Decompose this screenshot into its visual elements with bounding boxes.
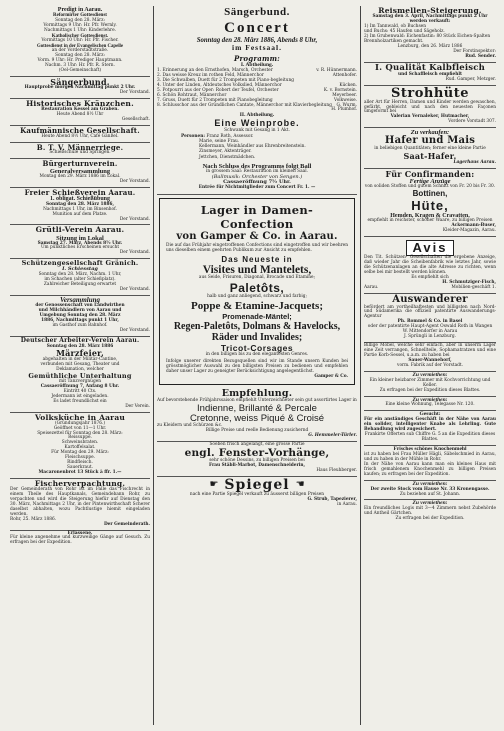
avis-title: Avis (406, 240, 455, 256)
vorhaenge-subtitle: sehr schöne Dessins, zu billigen Preisen bei (209, 458, 305, 464)
schuetzen-subtitle: I. Schiesstag (62, 266, 98, 273)
reiswellen-line-4: Brennholzartiken gemacht. (364, 38, 424, 44)
strohhuete-ad (364, 86, 496, 129)
empfehlung-footer-1: zu Kleidern und Schürzen &c. (157, 423, 223, 429)
erlassene-title: Erlassene. (67, 530, 93, 536)
kath-line: Vormittags 10 Uhr: Hr. Pfr. Fischer. (41, 38, 119, 44)
vermiethen-3-title: Zu vermiethen: (412, 480, 448, 487)
hafer-signature: Lagerhaus Aarau. (453, 159, 496, 165)
unterhaltung-line-5: Es ladet freundlichst ein (53, 398, 107, 404)
raeder-heading: Räder und Invalides; (211, 331, 303, 343)
program-item-title: Gruss, Duett für 2 Trompeten mit Pianobegleitung (162, 97, 273, 103)
unterhaltung-line-4: Jedermann ist eingeladen. (51, 393, 109, 399)
program-item-number: 8. (157, 102, 162, 108)
schuetzen-line-3: Zahlreicher Beteiligung erwartet (43, 282, 117, 287)
evang-line-1: Sonntag den 28. März: (55, 53, 105, 59)
auswanderer-signature-2: W. Mittendorfer in Aarau (402, 329, 458, 335)
schuetzen-signature: Der Vorstand. (119, 286, 150, 292)
personen-list (157, 134, 357, 160)
historisches-subtitle: Restauration Kessel am Graben. (41, 107, 119, 113)
maerzfeier-title: Märzfeier, (56, 348, 104, 359)
historisches-signature: Gesellschaft. (121, 117, 150, 123)
vermiethen-3-text: Der zweite Stock vom Hause Nr. 33 Kronengasse. (370, 486, 490, 492)
unterhaltung-line-2: Cassaeröffnung 7, Anfang 8 Uhr. (40, 383, 120, 389)
schuetzen-line-2: im Schachen (alter Schießplatz). (44, 277, 116, 283)
schuetzen-line-1: Sonntag den 28. März, Nachm. 1 Uhr, (38, 272, 122, 278)
arbeiterverein-title: Deutscher Arbeiter-Verein Aarau. (20, 337, 140, 345)
versammlung-signature: Der Vorstand. (119, 328, 150, 334)
weinprobe-title: Eine Weinprobe. (214, 118, 300, 129)
tricot-subtitle: in den billigen bis zu den elegantesten Genres. (205, 351, 309, 357)
gesucht-ad (364, 411, 496, 446)
vermiethen-2-ad (364, 397, 496, 412)
strohhuete-text: aller Art für Herren, Damen und Kinder werden gewaschen, gefärbt, gebleicht und nach den neuesten Façonen umgeformt bei (364, 99, 496, 115)
kalbfleisch-subtitle: und Schaffleisch empfiehlt (397, 71, 463, 77)
personen-item-5: Jettchen, Dienstmädchen. (199, 154, 256, 160)
kalbfleisch-ad (364, 63, 496, 86)
versammlung-line-2: und Milchhändlern von Aarau und (38, 308, 122, 314)
program-item-composer: K. v. Bornstein. (323, 87, 357, 93)
nach-schluss-subtitle: in grossem Saal: Restauration im kleinen Saal. (206, 168, 308, 174)
saengerbund-subtitle: Hauptprobe morgen Nachmittag punkt 2 Uhr. (24, 85, 136, 91)
hand-pointer-left-icon: ☚ (295, 479, 305, 491)
cassa: Cassaeröffnung 7½ Uhr. (223, 179, 291, 186)
kaufmaennisch-subtitle: Heute Abend 8½ Uhr, Café Gänßel. (41, 133, 119, 139)
reiswellen-title: Reismellen-Steigerung. (378, 6, 482, 15)
evang-line-2: Vorm. 9 Uhr: Hr. Prediger Hauptmann. (37, 58, 123, 64)
bottinen-heading: Bottinen, (412, 189, 448, 199)
gruetli-line-2: Um pünktliches Erscheinen ersucht (40, 245, 120, 251)
confection-subtitle: von Gamper & Co. in Aarau. (176, 231, 338, 243)
kaufmaennisch-title: Kaufmännische Gesellschaft. (20, 126, 140, 136)
predigt-title: Predigt in Aarau. (57, 7, 103, 13)
schiessverein-subtitle: 1. obligat. Schießübung (49, 196, 111, 203)
auswanderer-title: Auswanderer (392, 293, 468, 305)
strohhuete-signature: Valerian Vernaleker, Hutmacher, (390, 114, 470, 120)
volkskueche-line-4: Reissuppe. (68, 435, 92, 441)
evang-line-3: Nachm. 3 Uhr: Hr. Pfr. R. Stern. (45, 62, 115, 68)
program-item-number: 3. (157, 77, 162, 83)
reiswellen-place: Lenzburg, den 26. März 1886 (397, 43, 463, 49)
hafer-title: Hafer und Mais (384, 135, 476, 147)
knochenmehl-title: Frisches schönes Knochenmehl (393, 446, 467, 453)
program-item-composer: v. R. Hünnermann. (316, 67, 357, 73)
personen-item-1: Franz Roth, Assessor. (206, 134, 254, 139)
jacquets-heading: Poppe & Etamine-Jacquets; (191, 299, 323, 312)
confirmanden-ad (364, 169, 496, 238)
ballmusik: (Ballmusik: Orchester von Sengen.) (211, 173, 303, 180)
personen-item-2: Marie, seine Frau. (199, 139, 240, 145)
moebel-ad (364, 343, 496, 372)
auswanderer-signature-3: J. Sprüngli in Lenzburg. (404, 334, 456, 340)
auswanderer-ad (364, 294, 496, 343)
reiswellen-line-2: und Buchs: 45 Haufen und Sägeholz. (364, 28, 445, 34)
hemden-text: empfiehlt in reichster, schöner Waare, zu billigen Preisen (367, 218, 493, 224)
spiegel-header (157, 478, 357, 493)
hafer-ad (364, 128, 496, 168)
paletots-heading: Paletôts, (229, 280, 285, 295)
arbeiterverein-line: Sonntag den 28. März 1886 (46, 343, 114, 349)
vorhaenge-ad (157, 442, 357, 477)
vermiethen-3-footer: Zu beziehen auf St. Johann. (399, 491, 461, 497)
concert-ad (157, 6, 357, 195)
right-column (364, 6, 496, 725)
concert-header: Sängerbund. (224, 6, 290, 18)
strohhuete-address: Vordere Vorstadt 307. (448, 119, 496, 125)
weinprobe-subtitle: Schwank mit Gesang in 1 Akt. (224, 128, 290, 134)
ackermann-signature: Ackermann-Buser, (451, 223, 496, 229)
auswanderer-text: befördert am vortheilhaftesten und billigsten nach Nord- und Südamerika die offiziell patentirte Auswanderungs-Agentur (364, 304, 496, 320)
maerzfeier-line-3: Deklamation, welcher (56, 366, 104, 372)
empfehlung-title: Empfehlung. (221, 387, 293, 399)
cretonne-line: Cretonne, weiss Piqué & Croisé (189, 413, 325, 425)
abtheilung-1: I. Abtheilung. (240, 62, 274, 69)
fischerverpachtung-notice (10, 479, 150, 531)
gruetli-subtitle: Sitzung im Lokal (56, 234, 104, 242)
vermiethen-1-footer: Zu erfragen bei der Expedition dieses Blattes. (379, 387, 481, 393)
volkskueche-line-2: Geöffnet von 11—1 Uhr. (53, 425, 107, 431)
vorhaenge-pre: Soeben frisch angelangt, eine grosse Partie (209, 442, 305, 448)
program-item-composer: Attenhofer. (332, 72, 357, 78)
vermiethen-1-ad (364, 372, 496, 397)
erlassene-notice (10, 531, 150, 549)
kaufmaennisch-notice (10, 126, 150, 142)
gruetli-line-1: Samstag 27. März, Abends 8½ Uhr. (37, 240, 123, 246)
spiegel-signature: G. Strub, Tapezierer, (307, 497, 357, 503)
reiswellen-signature-2: Rud. Sender. (465, 53, 496, 59)
hafer-text: in beliebigen Quantitäten; ferner eine kleine Partie (374, 146, 486, 152)
indienne-line: Indienne, Brillanté & Percale (197, 402, 317, 414)
vermiethen-2-text: Eine kleine Wohnung, Telegasse Nr. 120. (385, 402, 475, 408)
evang-line-4: (Oel-Gemeinschaft) (58, 67, 102, 73)
tricot-heading: Tricot-Corsages (220, 342, 294, 353)
versammlung-line-3: Umgebung Sonntag den 28. März (39, 313, 121, 319)
evang-title: Gottesdienst in der Evangelischen Capelle (37, 44, 123, 49)
buergerturnverein-notice (10, 159, 150, 187)
predigt-line-1: Sonntag den 28. März: (55, 17, 105, 23)
avis-signature-2: H. Schmutziger-Fisch, (442, 279, 496, 285)
avis-address-row (364, 286, 496, 291)
schuetzen-notice (10, 259, 150, 296)
visites-heading: Visites und Mantelets, (202, 264, 312, 277)
confection-footer: Infolge unserer direkten Bezugsquellen sind wir im Stande unsern Kunden bei grösstmöglicher Auswahl zu den billigsten Preisen zu bedienen und empfehlen daher unser Lager zu geneigter Berücksichtigung angelegentlichst. (166, 358, 348, 374)
unterhaltung-signature: Der Verein. (125, 403, 150, 409)
program-item (157, 104, 357, 109)
maerzfeier-line-2: verbunden mit Gesang, Theater und (40, 362, 120, 368)
versammlung-line-5: im Gasthof zum Bahnhof. (52, 323, 108, 329)
schiessverein-line-1: Sonntag den 28. März 1886, (45, 201, 114, 207)
neueste-heading: Das Neueste in (221, 255, 293, 265)
saengerbund-signature: Der Vorstand. (119, 90, 150, 96)
program-last-composer: H. Plumhof. (331, 107, 357, 113)
gruetli-notice (10, 225, 150, 259)
predigt-notice (10, 6, 150, 77)
volkskueche-line-7: Für Montag den 29. März: (51, 450, 109, 456)
avis-address-2: Mobilien-geschäft 1. (451, 284, 496, 290)
spiegel-city: in Aarau. (337, 502, 357, 508)
historisches-title: Historisches Kränzchen. (26, 99, 134, 109)
avis-ad (364, 237, 496, 294)
program-item-title: Das weisse Kreuz im rothen Feld, Männerchor (162, 72, 264, 78)
kath-title: Katholischer Gottesdienst. (51, 33, 109, 39)
btv-subtitle: Schießschule und Springen. (49, 150, 111, 156)
program-item-number: 4. (157, 82, 162, 88)
confirmanden-title: Für Confirmanden: (385, 168, 475, 179)
reiswellen-text: Samstag den 3. April, Nachmittags punkt 2 Uhr werden verkauft: (372, 14, 488, 25)
program-item-composer: Volkweise. (334, 97, 357, 103)
volkskueche-notice (10, 413, 150, 479)
spiegel-title: Spiegel (224, 477, 290, 494)
knochenmehl-text: ist zu haben bei Frau Müller Hägli, Säbelschmied in Aarau, und zu haben in der Mühle in Rohr. (364, 451, 496, 462)
buergerturnverein-title: Bürgerturnverein. (42, 159, 118, 169)
volkskueche-line-3: Speisezettel für Sonntag den 28. März: (37, 430, 123, 436)
avis-text: Den Tit. Schützen- Gesellschaften die ergebene Anzeige, daß wieder Jahr die Scheibenfabrik wie letztes Jahr, sowie die Schützenanlagen an die alte Adresse zu richten, wenn selbe bei mir bestellt werden können. (364, 255, 496, 275)
vorhaenge-address: Haus Fleuhberger. (316, 468, 357, 474)
program-item-composer: Meyerbeer. (332, 92, 357, 98)
predigt-line-3: Nachmittags 1 Uhr: Kinderlehre. (44, 27, 116, 33)
personen-item-3: Kellermann, Weinhändler aus Ehrenbreitenstein. (199, 144, 306, 150)
eintritt: Entrée für Nichtmitglieder zum Concert Fr. 1. — (198, 185, 316, 191)
hemden-heading: Hemden, Kragen & Cravatten, (390, 212, 470, 219)
volkskueche-title: Volksküche in Aarau (34, 412, 126, 422)
moebel-signature: Sauer-Wannehorf, (408, 357, 452, 363)
confirmanden-text: von soliden Stoffen und gutem Schnitt von Fr. 20 bis Fr. 30. (364, 184, 496, 190)
generalversammlung-title: Generalversammlung (49, 167, 111, 175)
schiessverein-title: Freier Schießverein Aarau. (24, 187, 136, 197)
knochenmehl-text-2: In der Nähe von Aarau kann man ein kleines Haus mit frisch gemahlenem Knochenmehl zu billigen Preisen kaufen; zu erfragen bei der Expedition. (364, 461, 496, 477)
hand-pointer-right-icon: ☛ (209, 479, 219, 491)
volkskueche-line-9: Rindfleisch. (67, 460, 93, 466)
program-item-composer: Kücken. (339, 82, 357, 88)
avis-signature: Es empfiehlt sich (411, 274, 449, 280)
btv-title: B. T. V. Männerriege. (36, 142, 124, 152)
program-item-composer: G. Wurm. (336, 102, 357, 108)
btv-notice (10, 143, 150, 159)
gruetli-signature: Der Vorstand. (119, 250, 150, 256)
versammlung-line-4: 1886, Nachmittags punkt 1 Uhr, (41, 318, 119, 324)
predigt-line-2: Vormittags 9 Uhr: Hr. Pfr. Wernly. (43, 22, 117, 28)
unterhaltung-title: Gemüthliche Unterhaltung (28, 371, 132, 380)
reiswellen-signature: Der Forstinspektor: (453, 48, 496, 54)
concert-venue: im Festsaal. (232, 43, 282, 53)
evang-subtitle: an der Vorderstadtstraße. (51, 48, 109, 54)
program-item-title: Die Schwalben, Duett für 2 Trompeten mit Piano-begleitung (162, 77, 294, 83)
fischerverpachtung-place: Rohr, 25. März 1886. (10, 516, 57, 522)
volkskueche-line-10: Sauerkraut. (67, 465, 93, 471)
unterhaltung-line-1: mit Tanzvergnügen (58, 378, 102, 384)
gesucht-title: Gesucht: (419, 411, 441, 418)
vermiethen-1-title: Zu vermiethen: (412, 371, 448, 378)
fischerverpachtung-signature: Der Gemeinderath. (103, 521, 150, 527)
program-item-title: Erinnerung an den Ernsthofen, Marsch, Orchester (162, 67, 273, 73)
historisches-line: Heute Abend 8½ Uhr (56, 112, 104, 118)
regen-heading: Regen-Paletôts, Dolmans & Havelocks, (173, 320, 341, 332)
saengerbund-title: Sängerbund. (50, 76, 110, 87)
paletots-subtitle: halb und ganz anliegend, schwarz und farbig; (207, 293, 307, 299)
saathafer-title: Saat-Hafer. (403, 151, 457, 162)
visites-subtitle: aus Seide, Frisuren, Diagonal, Brocade und Etamine; (198, 275, 316, 281)
program-item-number: 5. (157, 87, 162, 93)
reiswellen-notice (364, 6, 496, 63)
empfehlung-signature: G. Hemmeler-Türler. (308, 433, 357, 439)
versammlung-notice (10, 296, 150, 337)
empfehlung-footer-2: Billige Preise und reelle Bedienung zusichernd (205, 428, 309, 434)
vorhaenge-title: engl. Fenster-Vorhänge, (184, 447, 330, 460)
reiswellen-line-1: 1) Im Tannwald, ob Buchsen (364, 23, 426, 29)
volkskueche-line-5: Schweinsbraten. (61, 440, 99, 446)
saengerbund-notice (10, 77, 150, 100)
kalbfleisch-signature: Rud. Gamper, Metzger. (445, 76, 496, 82)
huete-heading: Hüte, (411, 197, 449, 213)
vermiethen-4-footer: Zu erfragen bei der Expedition. (395, 516, 465, 522)
volkskueche-price: Macaronenbrot 13 Stück à ffr. 1.— (38, 470, 122, 475)
kalbfleisch-title: I. Qualität Kalbfleisch (374, 62, 486, 73)
program-list-1 (157, 69, 357, 109)
schiessverein-line-3: Munition auf dem Platze. (52, 211, 108, 217)
volkskueche-line-8: Fleischsuppe. (64, 455, 96, 461)
fischerverpachtung-title: Fischerverpachtung. (34, 478, 126, 488)
vermiethen-2-title: Zu vermiethen: (412, 396, 448, 403)
empfehlung-ad (157, 388, 357, 443)
generalversammlung-signature: Der Vorstand. (119, 178, 150, 184)
verkaufen-title: Zu verkaufen: (410, 129, 450, 137)
fischerverpachtung-text: Der Gemeinderath von Rohr ist im Falle das Fischrecht in einem Theile des Hauptkanals, Gemeindebann Rohr, zu verpachten und wird die Steigerung hiefür auf Dienstag den 30. März, Nachmittags 2 Uhr, in der Pintenwirthschaft Scherer daselbst abhalten, wozu Pachtlustige hiemit eingeladen werden. (10, 487, 150, 517)
schiessverein-line-2: Nachmittags 1 Uhr, im Binsenhof. (43, 206, 117, 212)
volkskueche-line-1: (Gründungsjahr 1876.) (55, 420, 105, 426)
spiegel-ad (157, 477, 357, 510)
empfehlung-text: Auf bevorstehende Frühjahrssaison empfiehlt Unterzeichneter sein gut assortirtes Lager in (157, 397, 357, 403)
generalversammlung-line: Montag den 29. März 1886 im Lokal. (39, 173, 121, 179)
program-item-number: 2. (157, 72, 162, 78)
unterhaltung-line-3: Eintritt 40 Cts. (63, 388, 97, 394)
moebel-text: Billige Möbel, welche sehr einfach, aber in unserm Lager eine Zeit verrangen, Schnellteile, Sophamatratzen und eine Partie Korb-Sessel, u.a.m. zu haben bei (364, 343, 496, 358)
auswanderer-text-2: oder der patentirte Haupt-Agent Oswald Roth in Wangen (367, 324, 493, 330)
vermiethen-4-ad (364, 500, 496, 524)
auswanderer-signature: Ph. Rommel & Co. in Basel (397, 319, 463, 325)
program-item-label (157, 104, 333, 109)
volkskueche-line-6: Kartoffelsalat. (64, 445, 96, 451)
vermiethen-3-ad (364, 481, 496, 501)
maerzfeier-line-1: abgehalten in der Militär-Cantine, (42, 357, 118, 363)
programm-title: Programm: (234, 54, 280, 64)
moebel-address: vorm. Fabrik auf der Vorstadt. (397, 362, 463, 368)
concert-date: Sonntag den 28. März 1886, Abends 8 Uhr, (196, 37, 318, 45)
predigt-subtitle: Reformirter Gottesdienst (53, 13, 107, 19)
ackermann-address: Kleider-Magazin, Aarau. (442, 228, 496, 234)
knochenmehl-ad (364, 446, 496, 481)
avis-address: Aarau. (364, 284, 379, 290)
gesucht-text: Für ein anständiges Geschäft in der Nähe von Aarau ein solider, intelligenter Knabe als Lehrling. Gute Behandlung wird zugesichert. (364, 417, 496, 433)
program-item-number: 1. (157, 67, 162, 73)
nach-schluss: Nach Schluss des Programms folgt Ball (202, 162, 312, 170)
program-item-title: Schön Rohtraut, Männerchor (162, 92, 227, 98)
vermiethen-4-title: Zu vermiethen: (412, 500, 448, 507)
gesucht-footer: Frankirte Offerten sub Chiffre G. 5 an die Expedition dieses Blattes. (364, 432, 496, 443)
confection-title: Lager in Damen-Confection (200, 203, 314, 232)
confection-signature: Gamper & Co. (314, 373, 348, 379)
confirmanden-subtitle: Fertige Anzüge (409, 178, 451, 186)
vermiethen-4-text: Ein freundliches Logis mit 3—4 Zimmern nebst Zubehörde und Antheil Gärtchen. (364, 506, 496, 517)
schuetzen-title: Schützengesellschaft Gränich. (21, 259, 139, 268)
versammlung-title: Versammlung (59, 295, 101, 304)
promenade-heading: Promenade-Mäntel; (222, 311, 292, 321)
vorhaenge-signature: Frau Stäbli-Marbot, Damenschneiderin, (208, 463, 306, 469)
program-item-title: Schlusschor aus der Gründlichen Cantate, Männerchor mit Klavierbegleitung (162, 102, 332, 108)
schiessverein-signature: Der Vorstand. (119, 216, 150, 222)
schiessverein-notice (10, 188, 150, 226)
abtheilung-2: II. Abtheilung. (239, 112, 275, 119)
vermiethen-1-text: Ein kleiner heizbarer Zimmer mit Kochvorrichtung und Keller. (369, 377, 491, 388)
personen-item-4: Zinsmeyer, Aktenträger. (199, 149, 252, 155)
strohhuete-title: Strohhüte (390, 85, 470, 101)
confection-intro: Die auf das Frühjahr eingetroffenen Confections sind eingetroffen und wir beehren uns dieselben einem geehrten Publikum zur Ansicht zu empfehlen. (166, 243, 348, 254)
left-column (10, 6, 150, 725)
program-item-title: Potpourri aus der Oper: Robert der Teufel, Orchester (162, 87, 279, 93)
reiswellen-line-3: 2) Im Grubenwald: Eichenfastin: 80 Stück Eichen-Spalten (364, 33, 491, 39)
personen-label: Personen: (181, 134, 205, 139)
versammlung-line-1: der Genossenschaft von Landwirthen (35, 303, 125, 309)
spiegel-subtitle: nach eine Partie Spiegel verkauft zu äusserst billigen Preisen (189, 492, 325, 498)
erlassene-text: Für kleine angenehme und kurzweilige Gänge auf Gesuch. Zu erfragen bei der Expedition. (10, 535, 150, 546)
confection-ad (159, 198, 355, 384)
middle-column (153, 6, 361, 725)
program-item-number: 7. (157, 97, 162, 103)
arbeiterverein-notice (10, 337, 150, 412)
historisches-notice (10, 99, 150, 126)
concert-title: Concert (224, 19, 290, 36)
gruetli-title: Grütli-Verein Aarau. (35, 225, 125, 235)
program-item-title: Unter der Linden, Altdeutsches Volkslied, Männerchor (162, 82, 282, 88)
program-item-number: 6. (157, 92, 162, 98)
